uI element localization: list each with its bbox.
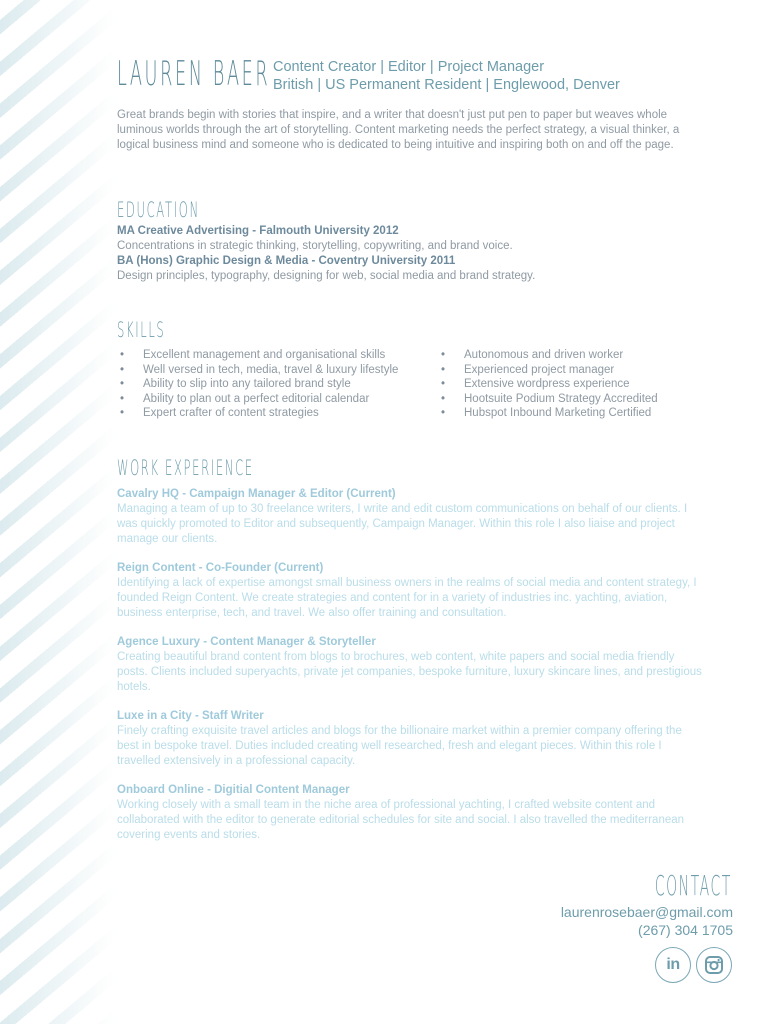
skill-item: • Hootsuite Podium Strategy Accredited <box>438 392 658 407</box>
contact-phone: (267) 304 1705 <box>638 922 733 938</box>
job-description: Identifying a lack of expertise amongst small business owners in the realms of social media and content strategy, I founded Reign Content. We create strategies and content for in a variety of industries inc. yachting, aviation, business enterprise, tech, and travel. We also offer training and consultation. <box>117 577 697 619</box>
skill-item: • Autonomous and driven worker <box>438 348 658 363</box>
skill-item: • Ability to slip into any tailored brand style <box>117 377 398 392</box>
education-description: Concentrations in strategic thinking, storytelling, copywriting, and brand voice. <box>117 240 513 252</box>
job-title: Onboard Online - Digitial Content Manager <box>117 784 350 796</box>
skills-list-right <box>438 348 658 421</box>
job-entry <box>117 783 702 843</box>
job-description: Working closely with a small team in the niche area of professional yachting, I crafted website content and collaborated with the editor to generate editorial schedules for site and social. I also travelled the mediterranean covering events and stories. <box>117 799 685 841</box>
job-title: Agence Luxury - Content Manager & Storyteller <box>117 636 376 648</box>
skill-item: • Well versed in tech, media, travel & luxury lifestyle <box>117 363 398 378</box>
job-entry <box>117 561 702 621</box>
job-entry <box>117 635 702 695</box>
job-description: Finely crafting exquisite travel articles and blogs for the billionaire market within a premier company offering the best in bespoke travel. Duties included creating well researched, fresh and elegant pieces. Within this role I travelled extensively in a professional capacity. <box>117 725 682 767</box>
skill-item: • Ability to plan out a perfect editorial calendar <box>117 392 398 407</box>
skill-item: • Hubspot Inbound Marketing Certified <box>438 406 658 421</box>
education-heading: EDUCATION <box>117 198 200 222</box>
education-degree: MA Creative Advertising - Falmouth University 2012 <box>117 225 399 237</box>
instagram-icon[interactable] <box>696 947 732 983</box>
skill-item: • Extensive wordpress experience <box>438 377 658 392</box>
job-entry <box>117 709 702 769</box>
instagram-glyph <box>704 955 724 975</box>
job-title: Luxe in a City - Staff Writer <box>117 710 264 722</box>
skills-list-left <box>117 348 398 421</box>
resume-name: LAUREN BAER <box>117 54 271 94</box>
tagline <box>273 58 620 94</box>
education-section <box>117 224 717 284</box>
contact-email[interactable]: laurenrosebaer@gmail.com <box>560 904 733 920</box>
skills-heading: SKILLS <box>117 318 166 342</box>
job-description: Managing a team of up to 30 freelance writers, I write and edit custom communications on behalf of our clients. I was quickly promoted to Editor and subsequently, Campaign Manager. Within this role I also liaise and project manage our clients. <box>117 503 688 545</box>
skill-item: • Excellent management and organisational skills <box>117 348 398 363</box>
contact-heading: CONTACT <box>655 869 732 902</box>
job-entry <box>117 487 702 547</box>
skill-item: • Experienced project manager <box>438 363 658 378</box>
skill-item: • Expert crafter of content strategies <box>117 406 398 421</box>
linkedin-icon[interactable] <box>655 947 691 983</box>
decorative-stripes <box>0 0 115 1024</box>
job-title: Cavalry HQ - Campaign Manager & Editor (Current) <box>117 488 396 500</box>
tagline-location: British | US Permanent Resident | Englewood, Denver <box>273 77 620 93</box>
education-description: Design principles, typography, designing for web, social media and brand strategy. <box>117 270 536 282</box>
tagline-roles: Content Creator | Editor | Project Manager <box>273 59 545 75</box>
work-experience-heading: WORK EXPERIENCE <box>117 456 254 480</box>
work-experience-section <box>117 487 702 857</box>
job-description: Creating beautiful brand content from blogs to brochures, web content, white papers and social media friendly posts. Clients included superyachts, private jet companies, bespoke furniture, luxury skincare lines, and prestigious hotels. <box>117 651 702 693</box>
job-title: Reign Content - Co-Founder (Current) <box>117 562 324 574</box>
linkedin-label: in <box>666 956 680 973</box>
intro-paragraph: Great brands begin with stories that inspire, and a writer that doesn't just put pen to paper but weaves whole luminous worlds through the art of storytelling. Content marketing needs the perfect strategy, a visual thinker, a logical business mind and someone who is dedicated to being intuitive and inspiring both on and off the page. <box>117 109 680 151</box>
education-degree: BA (Hons) Graphic Design & Media - Coventry University 2011 <box>117 255 456 267</box>
